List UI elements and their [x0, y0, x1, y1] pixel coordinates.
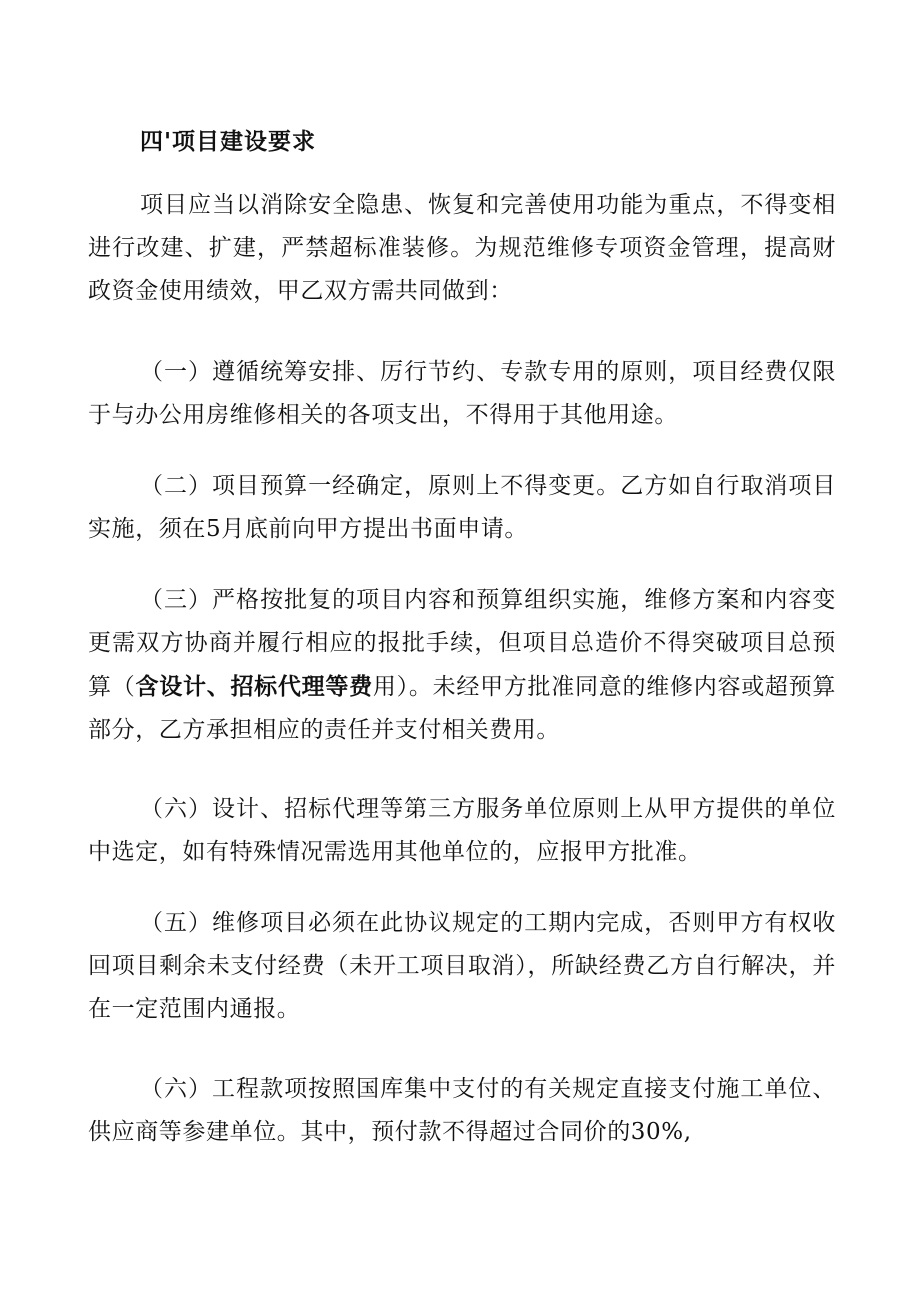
item-1-paragraph: （一）遵循统筹安排、厉行节约、专款专用的原则，项目经费仅限于与办公用房维修相关的各项支出，不得用于其他用途。 — [88, 359, 836, 428]
item-3-text-part1: （三）严格按批复的项目内容和预算组织实施，维修方案和内容变更需双方协商并履行相应的报批手续，但项目总造价不得突破项目总预算（ — [88, 587, 836, 700]
item-6-paragraph: （六）工程款项按照国库集中支付的有关规定直接支付施工单位、供应商等参建单位。其中，预付款不得超过合同价的30%, — [88, 1076, 836, 1145]
item-3-text-part2: 用）。未经甲方批准同意的维修内容或超预算部分，乙方承担相应的责任并支付相关费用。 — [88, 674, 837, 743]
item-2-paragraph: （二）项目预算一经确定，原则上不得变更。乙方如自行取消项目实施，须在5月底前向甲方提出书面申请。 — [88, 473, 836, 542]
section-heading: 四'项目建设要求 — [140, 128, 317, 155]
item-4-paragraph: （六）设计、招标代理等第三方服务单位原则上从甲方提供的单位中选定，如有特殊情况需选用其他单位的，应报甲方批准。 — [88, 796, 836, 865]
item-3-paragraph — [88, 579, 836, 752]
item-5-paragraph: （五）维修项目必须在此协议规定的工期内完成，否则甲方有权收回项目剩余未支付经费（未开工项目取消），所缺经费乙方自行解决，并在一定范围内通报。 — [88, 910, 836, 1022]
intro-paragraph: 项目应当以消除安全隐患、恢复和完善使用功能为重点，不得变相进行改建、扩建，严禁超标准装修。为规范维修专项资金管理，提高财政资金使用绩效，甲乙双方需共同做到： — [88, 192, 836, 304]
item-3-bold-text: 含设计、招标代理等费 — [135, 673, 373, 700]
